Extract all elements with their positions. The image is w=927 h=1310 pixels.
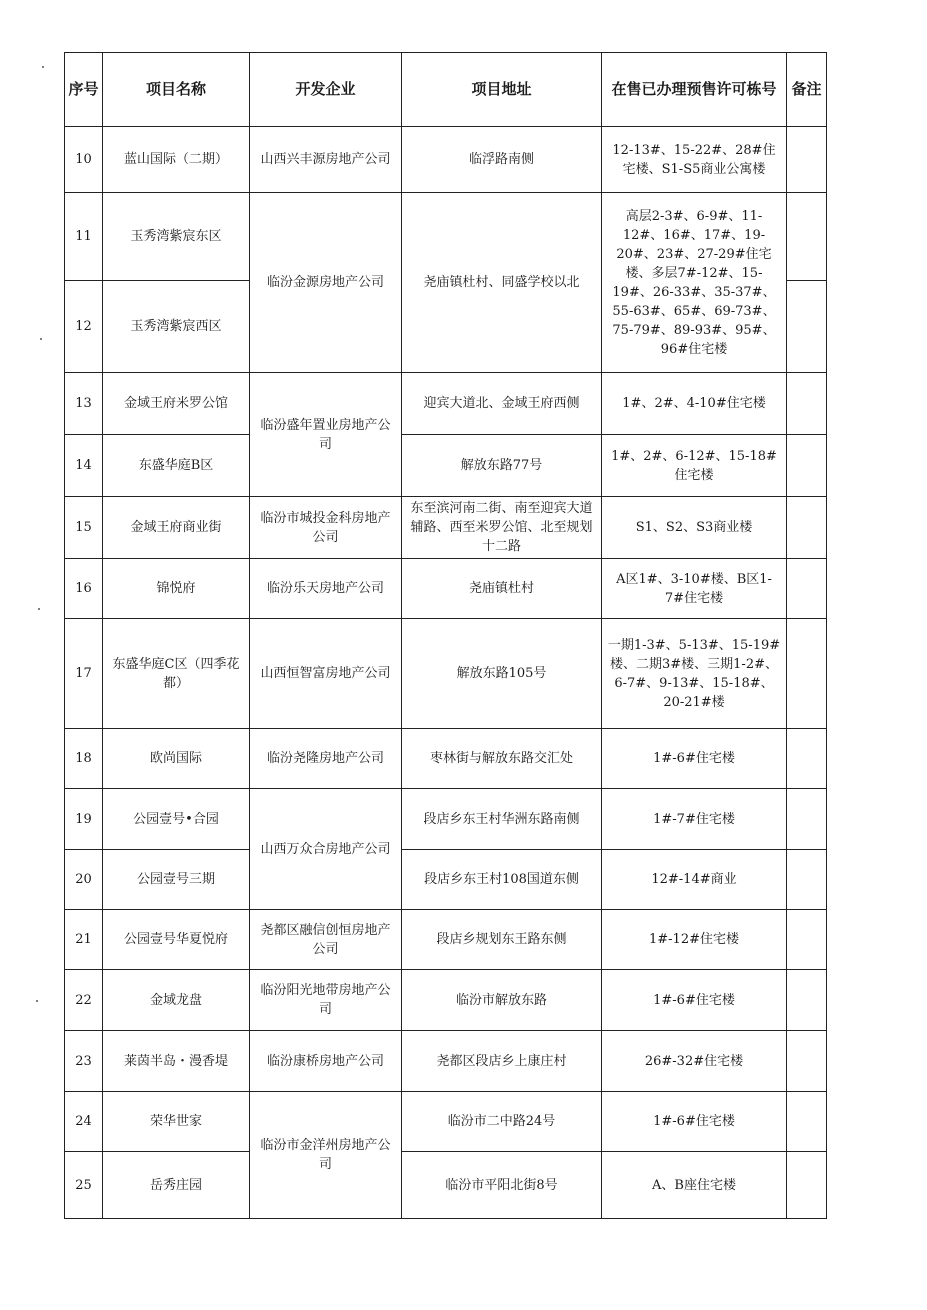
row-seq: 15 [65,497,103,559]
scan-speck [42,66,44,68]
scan-speck [36,1000,38,1002]
row-address: 段店乡东王村华洲东路南侧 [402,789,602,850]
table-row [65,729,827,789]
row-remark [787,850,827,910]
row-address: 尧庙镇杜村 [402,559,602,619]
row-address: 迎宾大道北、金域王府西侧 [402,373,602,435]
presale-permit-table [64,52,827,1219]
row-licensed: 12#-14#商业 [602,850,787,910]
row-developer: 临汾乐天房地产公司 [250,559,402,619]
row-remark [787,281,827,373]
row-project: 公园壹号华夏悦府 [103,910,250,970]
table-row [65,789,827,850]
row-remark [787,729,827,789]
row-remark [787,435,827,497]
row-project: 岳秀庄园 [103,1152,250,1219]
row-seq: 24 [65,1092,103,1152]
row-licensed: 1#-6#住宅楼 [602,729,787,789]
table-row [65,910,827,970]
row-developer: 临汾市金洋州房地产公司 [250,1092,402,1219]
row-seq: 17 [65,619,103,729]
scan-speck [38,608,40,610]
scan-speck [40,338,42,340]
row-developer: 临汾阳光地带房地产公司 [250,970,402,1031]
row-licensed: 1#-6#住宅楼 [602,970,787,1031]
row-project: 金域王府商业街 [103,497,250,559]
row-address: 段店乡东王村108国道东侧 [402,850,602,910]
row-address: 临汾市平阳北街8号 [402,1152,602,1219]
table-row [65,373,827,435]
row-project: 玉秀湾紫宸东区 [103,193,250,281]
row-seq: 19 [65,789,103,850]
row-developer: 山西万众合房地产公司 [250,789,402,910]
table-row [65,1092,827,1152]
table-row [65,193,827,281]
row-remark [787,193,827,281]
table-row [65,497,827,559]
table-row [65,127,827,193]
row-seq: 20 [65,850,103,910]
header-licensed: 在售已办理预售许可栋号 [602,53,787,127]
row-remark [787,1092,827,1152]
header-row [65,53,827,127]
row-address: 尧庙镇杜村、同盛学校以北 [402,193,602,373]
row-licensed: S1、S2、S3商业楼 [602,497,787,559]
row-licensed: 1#-6#住宅楼 [602,1092,787,1152]
row-project: 蓝山国际（二期） [103,127,250,193]
row-developer: 山西恒智富房地产公司 [250,619,402,729]
row-developer: 临汾尧隆房地产公司 [250,729,402,789]
row-project: 金域王府米罗公馆 [103,373,250,435]
row-seq: 16 [65,559,103,619]
row-licensed: 1#、2#、4-10#住宅楼 [602,373,787,435]
table-row [65,435,827,497]
row-address: 临汾市二中路24号 [402,1092,602,1152]
row-licensed: 一期1-3#、5-13#、15-19#楼、二期3#楼、三期1-2#、6-7#、9-13#、15-18#、20-21#楼 [602,619,787,729]
row-licensed: 1#、2#、6-12#、15-18#住宅楼 [602,435,787,497]
row-seq: 23 [65,1031,103,1092]
row-licensed: A、B座住宅楼 [602,1152,787,1219]
row-seq: 13 [65,373,103,435]
header-remark: 备注 [787,53,827,127]
table-row [65,850,827,910]
row-project: 公园壹号三期 [103,850,250,910]
row-project: 锦悦府 [103,559,250,619]
row-remark [787,619,827,729]
row-seq: 10 [65,127,103,193]
row-remark [787,497,827,559]
row-developer: 临汾盛年置业房地产公司 [250,373,402,497]
row-licensed: 12-13#、15-22#、28#住宅楼、S1-S5商业公寓楼 [602,127,787,193]
header-developer: 开发企业 [250,53,402,127]
row-licensed: 高层2-3#、6-9#、11-12#、16#、17#、19-20#、23#、27-29#住宅楼、多层7#-12#、15-19#、26-33#、35-37#、55-63#、65#、69-73#、75-79#、89-93#、95#、96#住宅楼 [602,193,787,373]
header-project: 项目名称 [103,53,250,127]
row-address: 临汾市解放东路 [402,970,602,1031]
table-row [65,1031,827,1092]
row-remark [787,559,827,619]
row-project: 金域龙盘 [103,970,250,1031]
row-address: 解放东路105号 [402,619,602,729]
row-developer: 临汾康桥房地产公司 [250,1031,402,1092]
table-row [65,559,827,619]
row-developer: 临汾市城投金科房地产公司 [250,497,402,559]
row-project: 荣华世家 [103,1092,250,1152]
row-licensed: 1#-7#住宅楼 [602,789,787,850]
row-developer: 临汾金源房地产公司 [250,193,402,373]
header-address: 项目地址 [402,53,602,127]
row-licensed: 26#-32#住宅楼 [602,1031,787,1092]
row-seq: 21 [65,910,103,970]
row-project: 东盛华庭B区 [103,435,250,497]
header-seq: 序号 [65,53,103,127]
row-seq: 25 [65,1152,103,1219]
row-address: 段店乡规划东王路东侧 [402,910,602,970]
table-row [65,619,827,729]
row-developer: 山西兴丰源房地产公司 [250,127,402,193]
row-address: 临浮路南侧 [402,127,602,193]
row-remark [787,373,827,435]
row-seq: 22 [65,970,103,1031]
row-seq: 14 [65,435,103,497]
row-remark [787,1152,827,1219]
row-project: 欧尚国际 [103,729,250,789]
row-project: 东盛华庭C区（四季花都） [103,619,250,729]
row-project: 公园壹号•合园 [103,789,250,850]
table-row [65,970,827,1031]
row-remark [787,910,827,970]
table-row [65,1152,827,1219]
row-licensed: 1#-12#住宅楼 [602,910,787,970]
row-address: 尧都区段店乡上康庄村 [402,1031,602,1092]
row-seq: 12 [65,281,103,373]
row-project: 莱茵半岛・漫香堤 [103,1031,250,1092]
row-remark [787,1031,827,1092]
row-address: 解放东路77号 [402,435,602,497]
row-seq: 18 [65,729,103,789]
row-developer: 尧都区融信创恒房地产公司 [250,910,402,970]
row-seq: 11 [65,193,103,281]
row-remark [787,127,827,193]
row-remark [787,970,827,1031]
row-project: 玉秀湾紫宸西区 [103,281,250,373]
row-address: 枣林街与解放东路交汇处 [402,729,602,789]
row-remark [787,789,827,850]
row-licensed: A区1#、3-10#楼、B区1-7#住宅楼 [602,559,787,619]
row-address: 东至滨河南二街、南至迎宾大道辅路、西至米罗公馆、北至规划十二路 [402,497,602,559]
